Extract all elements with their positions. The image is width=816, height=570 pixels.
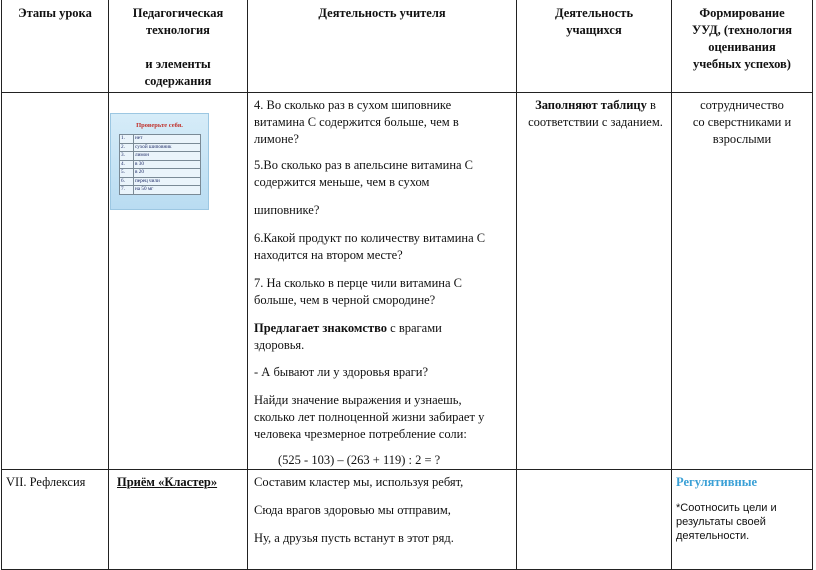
slide-row-value: лимон bbox=[134, 152, 201, 161]
slide-row-value: в 30 bbox=[134, 160, 201, 169]
question-5-end: шиповнике? bbox=[254, 203, 320, 217]
cell-uud bbox=[672, 93, 813, 470]
cell-students-empty bbox=[517, 470, 672, 570]
question-6: 6.Какой продукт по количеству витамина С находится на втором месте? bbox=[254, 231, 486, 262]
slide-row-num: 5. bbox=[120, 169, 134, 178]
enemies-question: - А бывают ли у здоровья враги? bbox=[254, 365, 429, 379]
slide-row bbox=[120, 152, 201, 161]
header-teacher bbox=[248, 0, 517, 93]
offer-rest: с врагами bbox=[387, 321, 442, 335]
cell-tech-cluster bbox=[109, 470, 248, 570]
question-7: 7. На сколько в перце чили витамина С больше, чем в черной смородине? bbox=[254, 276, 462, 307]
question-4: 4. Во сколько раз в сухом шиповнике витамина С содержится больше, чем в лимоне? bbox=[254, 98, 459, 146]
header-uud-text: Формирование УУД, (технология оценивания учебных успехов) bbox=[692, 6, 792, 71]
students-bold: Заполняют таблицу bbox=[535, 98, 647, 112]
header-technology bbox=[109, 0, 248, 93]
uud-cooperation: сотрудничество со сверстниками и взрослыми bbox=[692, 98, 792, 146]
slide-row-value: перец чили bbox=[134, 177, 201, 186]
header-students bbox=[517, 0, 672, 93]
offer-bold: Предлагает знакомство bbox=[254, 321, 388, 335]
slide-title: Проверьте себя. bbox=[136, 122, 183, 129]
header-technology-text: Педагогическая технология и элементы содержания bbox=[132, 6, 224, 88]
cell-teacher-poem bbox=[248, 470, 517, 570]
cell-teacher-activity bbox=[248, 93, 517, 470]
slide-row bbox=[120, 143, 201, 152]
students-rest-2: соответствии с заданием. bbox=[528, 115, 663, 129]
slide-row-num: 4. bbox=[120, 160, 134, 169]
slide-row bbox=[120, 169, 201, 178]
slide-row-value: в 20 bbox=[134, 169, 201, 178]
students-rest: в bbox=[646, 98, 656, 112]
cell-students-activity bbox=[517, 93, 672, 470]
slide-row-num: 3. bbox=[120, 152, 134, 161]
uud-regulative-text: *Соотносить цели и результаты своей деятельности. bbox=[676, 502, 777, 542]
expression: (525 - 103) – (263 + 119) : 2 = ? bbox=[278, 453, 441, 467]
cell-stage-empty bbox=[2, 93, 109, 470]
slide-row-num: 7. bbox=[120, 186, 134, 195]
offer-text bbox=[254, 320, 512, 354]
question-5: 5.Во сколько раз в апельсине витамина С содержится меньше, чем в сухом bbox=[254, 158, 474, 189]
cell-stage-reflection bbox=[2, 470, 109, 570]
lesson-table bbox=[1, 0, 813, 570]
header-stages bbox=[2, 0, 109, 93]
slide-row-num: 6. bbox=[120, 177, 134, 186]
slide-row bbox=[120, 186, 201, 195]
slide-row-value: сухой шиповник bbox=[134, 143, 201, 152]
slide-answers-table bbox=[119, 134, 201, 195]
slide-row-num: 2. bbox=[120, 143, 134, 152]
uud-regulative-heading: Регулятивные bbox=[676, 475, 758, 489]
poem-line-1: Составим кластер мы, используя ребят, bbox=[254, 475, 464, 489]
poem-line-2: Сюда врагов здоровью мы отправим, bbox=[254, 503, 451, 517]
check-yourself-slide bbox=[110, 113, 209, 210]
cell-uud-regulative bbox=[672, 470, 813, 570]
slide-row bbox=[120, 160, 201, 169]
find-value-text: Найди значение выражения и узнаешь, сколько лет полноценной жизни забирает у человека чрезмерное потребление соли: bbox=[254, 393, 485, 441]
tech-cluster: Приём «Кластер» bbox=[117, 475, 218, 489]
header-teacher-text: Деятельность учителя bbox=[318, 6, 446, 20]
header-students-text: Деятельность учащихся bbox=[554, 6, 634, 37]
slide-row-value: нет bbox=[134, 135, 201, 144]
students-text bbox=[523, 97, 668, 131]
stage-reflection: VII. Рефлексия bbox=[6, 475, 86, 489]
slide-row bbox=[120, 177, 201, 186]
table-row-reflection bbox=[2, 470, 813, 570]
offer-rest-2: здоровья. bbox=[254, 338, 305, 352]
poem-line-3: Ну, а друзья пусть встанут в этот ряд. bbox=[254, 531, 454, 545]
header-stages-text: Этапы урока bbox=[18, 6, 92, 20]
header-uud bbox=[672, 0, 813, 93]
header-row bbox=[2, 0, 813, 93]
slide-row-value: на 50 мг bbox=[134, 186, 201, 195]
slide-row-num: 1. bbox=[120, 135, 134, 144]
slide-row bbox=[120, 135, 201, 144]
